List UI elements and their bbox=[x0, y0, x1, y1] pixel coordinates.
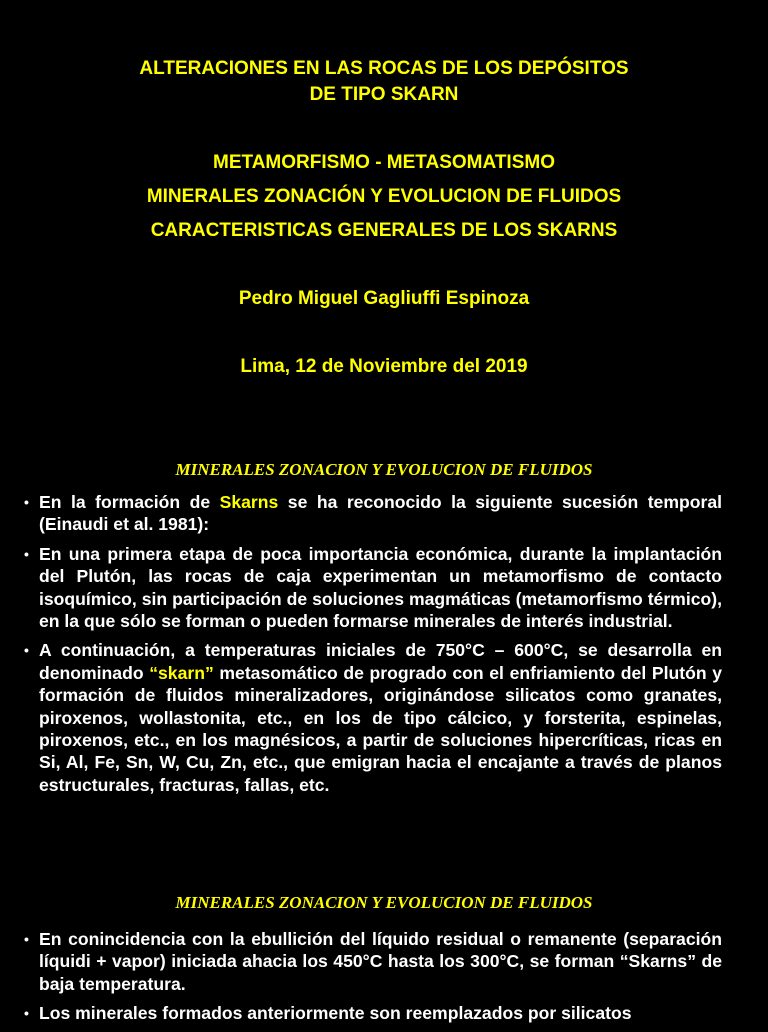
main-title-line-2: DE TIPO SKARN bbox=[309, 84, 459, 105]
topic-caracteristicas: CARACTERISTICAS GENERALES DE LOS SKARNS bbox=[150, 220, 618, 241]
list-item: • A continuación, a temperaturas iniciales de 750°C – 600°C, se desarrolla en denominado “skarn” metasomático de progrado con el enfriamiento del Plutón y formación de fluidos mineralizadores, originándose silicatos como granates, piroxenos, wollastonita, etc., en los de tipo cálcico, y forsterita, espinelas, piroxenos, etc., en los magnésicos, a partir de soluciones hipercríticas, ricas en Si, Al, Fe, Sn, W, Cu, Zn, etc., que emigran hacia el encajante a través de planos estructurales, fracturas, fallas, etc. bbox=[24, 640, 722, 795]
list-item: • En conincidencia con la ebullición del líquido residual o remanente (separación líquidi + vapor) iniciada ahacia los 450°C hasta los 300°C, se forman “Skarns” de baja temperatura. bbox=[24, 929, 722, 994]
main-title-line-1: ALTERACIONES EN LAS ROCAS DE LOS DEPÓSITOS bbox=[139, 58, 629, 79]
list-item: • En una primera etapa de poca importancia económica, durante la implantación del Plutón, las rocas de caja experimentan un metamorfismo de contacto isoquímico, sin participación de soluciones magmáticas (metamorfismo térmico), en la que sólo se forman o pueden formarse minerales de interés industrial. bbox=[24, 543, 722, 632]
bullet-icon: • bbox=[24, 545, 29, 562]
topic-minerales: MINERALES ZONACIÓN Y EVOLUCION DE FLUIDOS bbox=[146, 186, 622, 207]
skarn-highlight: “skarn” bbox=[149, 662, 214, 683]
bullet-icon: • bbox=[24, 494, 29, 510]
list-item: • Los minerales formados anteriormente son reemplazados por silicatos bbox=[24, 1003, 632, 1024]
author-name: Pedro Miguel Gagliuffi Espinoza bbox=[238, 288, 530, 309]
topic-metamorfismo: METAMORFISMO - METASOMATISMO bbox=[213, 152, 555, 173]
slide3-heading: MINERALES ZONACION Y EVOLUCION DE FLUIDOS bbox=[175, 893, 593, 912]
title-slide bbox=[0, 0, 768, 420]
bullet-icon: • bbox=[24, 642, 29, 659]
slide2-heading: MINERALES ZONACION Y EVOLUCION DE FLUIDOS bbox=[175, 460, 593, 479]
slide3-bullet-list bbox=[24, 928, 722, 1032]
skarns-highlight: Skarns bbox=[219, 492, 279, 512]
bullet-icon: • bbox=[24, 931, 29, 947]
list-item: • En la formación de Skarns se ha reconocido la siguiente sucesión temporal (Einaudi et al. 1981): bbox=[24, 492, 722, 535]
bullet-icon: • bbox=[24, 1005, 29, 1022]
presentation-date: Lima, 12 de Noviembre del 2019 bbox=[240, 356, 528, 377]
slide2-bullet-list bbox=[24, 491, 722, 803]
